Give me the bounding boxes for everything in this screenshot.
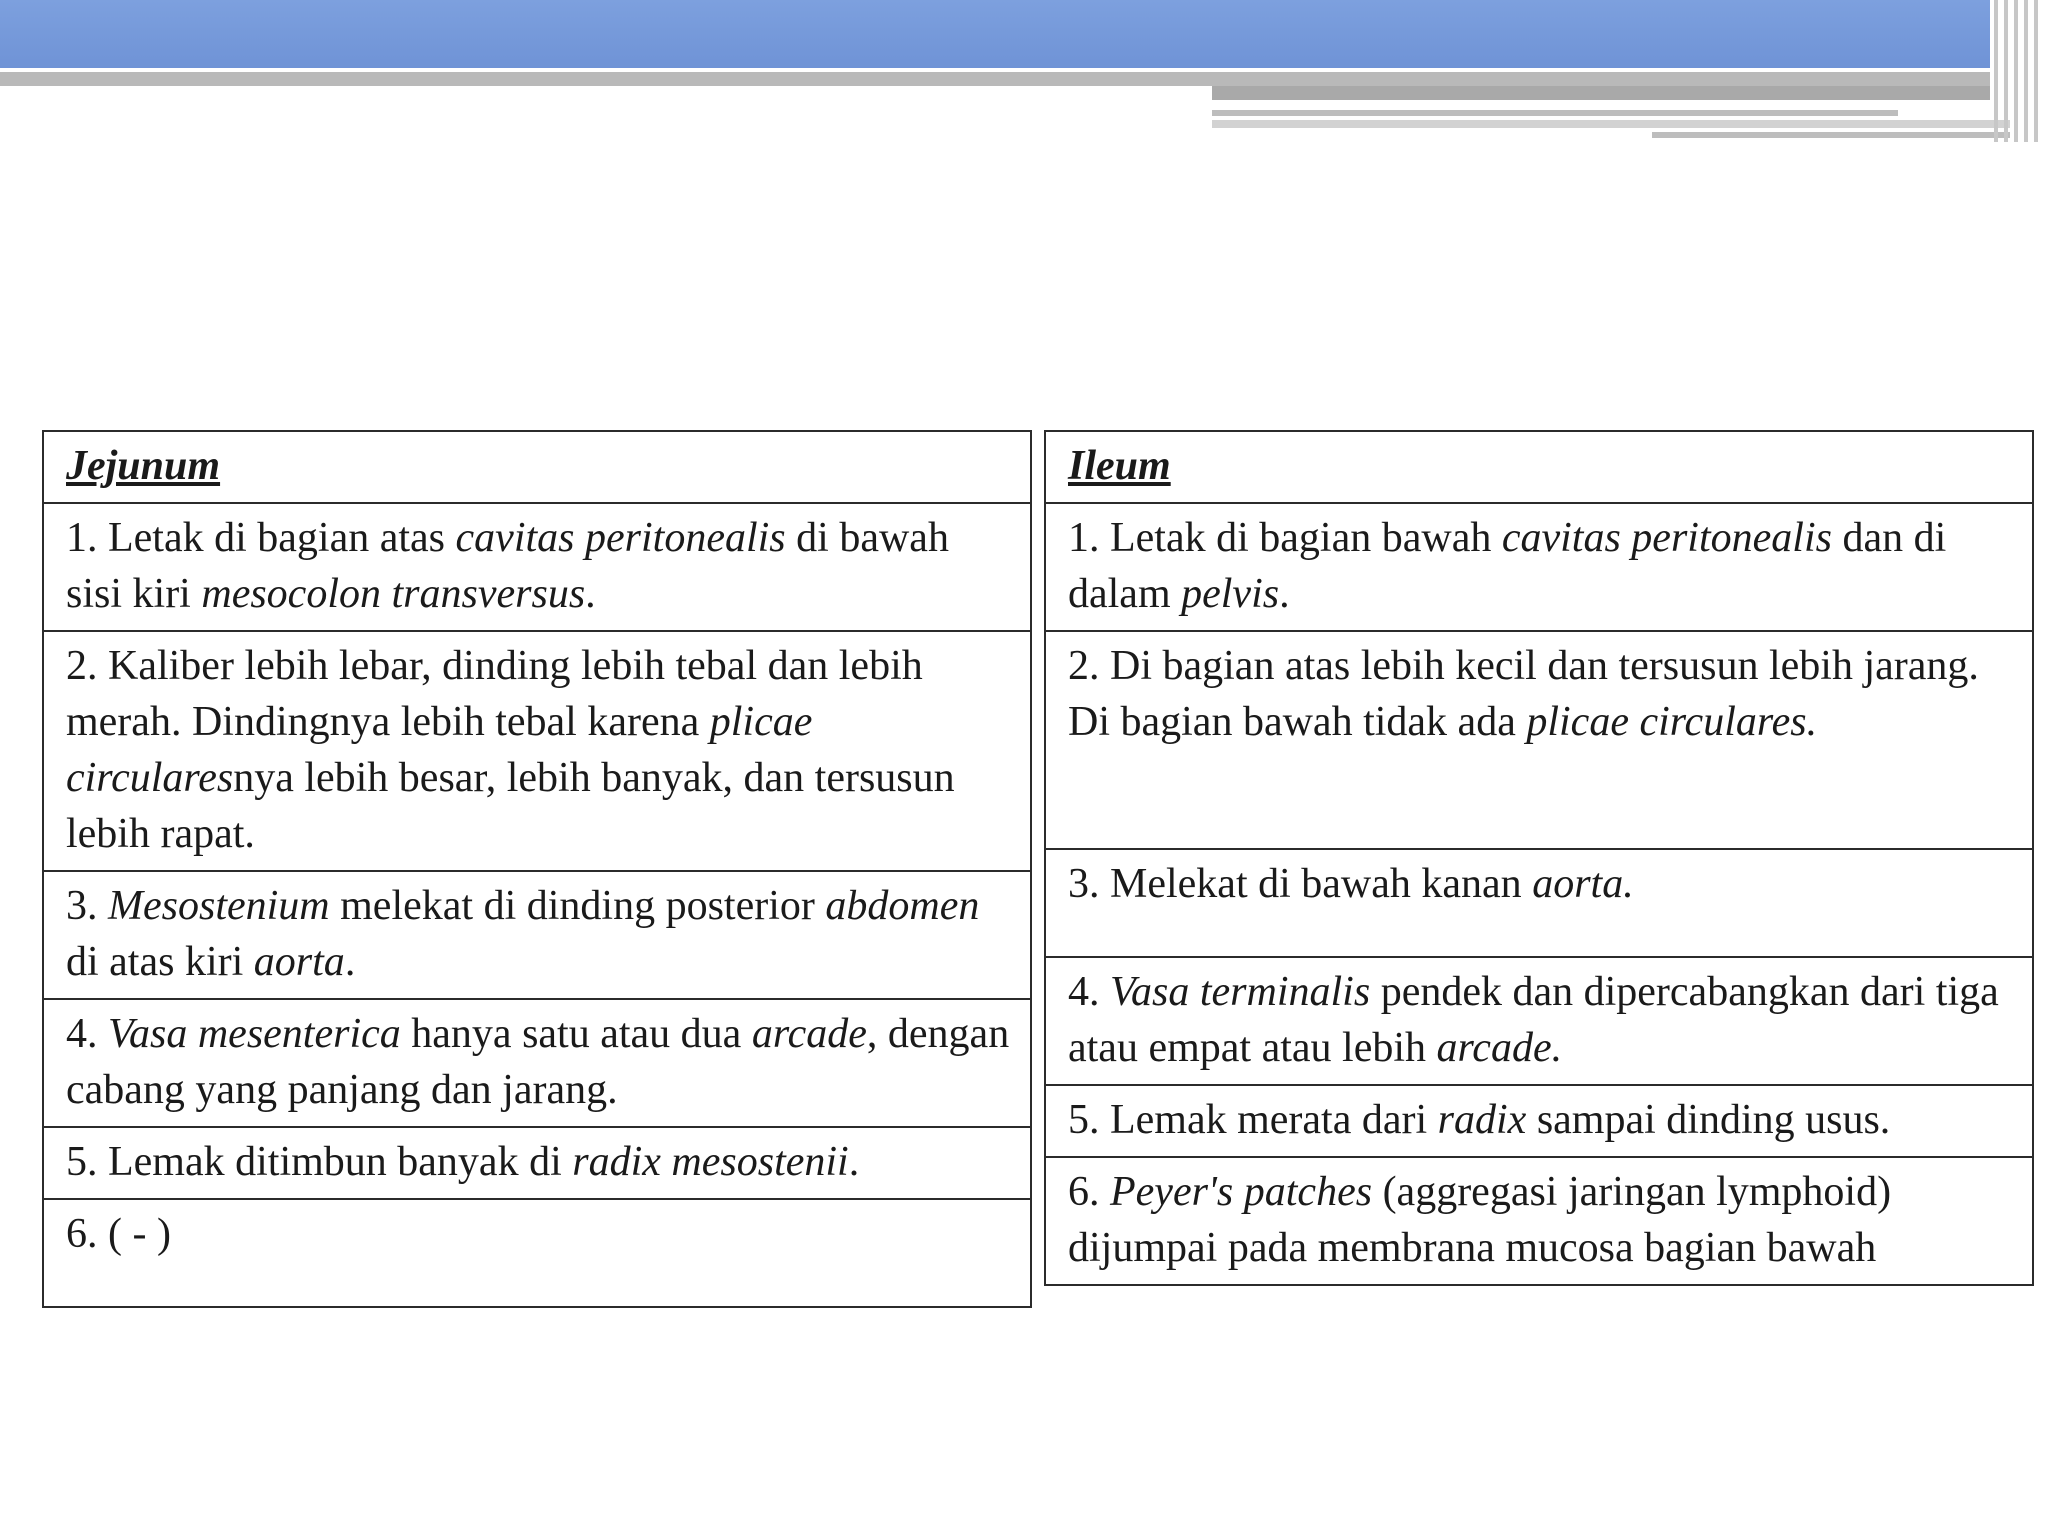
jejunum-cell [43,1199,1031,1307]
italic-term: pelvis [1181,571,1280,617]
jejunum-header-cell [43,431,1031,503]
cell-text: . [344,939,356,985]
header-accent-bar-light [1212,120,2010,128]
ileum-cell [1045,1157,2033,1285]
cell-text: . [1279,571,1290,617]
cell-text: 1. Letak di bagian atas [66,515,456,561]
cell-text: 5. Lemak ditimbun banyak di [66,1139,573,1185]
italic-term: plicae circulares [66,699,813,801]
header-accent-line-short [1652,132,2010,138]
italic-term: radix [1437,1097,1527,1143]
header-stripes [1990,0,2048,142]
cell-text: dan di dalam [1068,515,1947,617]
jejunum-table [42,430,1032,1308]
italic-term: Mesostenium [108,883,330,929]
ileum-cell [1045,957,2033,1085]
jejunum-header: Jejunum [66,443,221,489]
jejunum-cell [43,999,1031,1127]
cell-text: , dengan cabang yang panjang dan jarang. [66,1011,1010,1113]
header-accent-line [1212,110,1898,116]
italic-term: radix mesostenii [572,1139,849,1185]
italic-term: aorta [253,939,345,985]
cell-text: di atas kiri [66,939,254,985]
cell-text: hanya satu atau dua [400,1011,752,1057]
cell-text: (aggregasi jaringan lymphoid) dijumpai pada membrana mucosa bagian bawah [1068,1169,1892,1271]
italic-term: abdomen [825,883,980,929]
cell-text: sampai dinding usus. [1526,1097,1891,1143]
jejunum-cell [43,1127,1031,1199]
ileum-table [1044,430,2034,1286]
cell-text: . [848,1139,860,1185]
jejunum-cell [43,871,1031,999]
italic-term: Peyer's patches [1110,1169,1373,1215]
italic-term: Vasa mesenterica [108,1011,401,1057]
header-shadow-bar [0,72,1990,86]
header-accent-bar [1212,86,1990,100]
jejunum-cell [43,503,1031,631]
italic-term: arcade. [1436,1025,1563,1071]
cell-text: pendek dan dipercabangkan dari tiga atau empat atau lebih [1068,969,1999,1071]
italic-term: cavitas peritonealis [455,515,786,561]
ileum-header-cell [1045,431,2033,503]
cell-text: melekat di dinding posterior [329,883,826,929]
cell-text: 5. Lemak merata dari [1068,1097,1438,1143]
italic-term: mesocolon transversus [201,571,586,617]
cell-text: 1. Letak di bagian bawah [1068,515,1502,561]
italic-term: plicae circulares. [1526,699,1818,745]
cell-text: 2. Kaliber lebih lebar, dinding lebih tebal dan lebih merah. Dindingnya lebih tebal karena [66,643,923,745]
jejunum-cell [43,631,1031,871]
cell-text: 3. Melekat di bawah kanan [1068,861,1533,907]
cell-text: 6. ( - ) [66,1211,171,1257]
cell-text: 2. Di bagian atas lebih kecil dan tersusun lebih jarang. Di bagian bawah tidak ada [1068,643,1979,745]
ileum-cell [1045,849,2033,957]
cell-text: 3. [66,883,108,929]
cell-text: 6. [1068,1169,1110,1215]
header-bar [0,0,1990,68]
cell-text: 4. [66,1011,108,1057]
ileum-header: Ileum [1068,443,1171,489]
italic-term: arcade [751,1011,867,1057]
cell-text: di bawah sisi kiri [66,515,949,617]
cell-text: . [585,571,596,617]
italic-term: cavitas peritonealis [1501,515,1832,561]
ileum-cell [1045,503,2033,631]
italic-term: Vasa terminalis [1110,969,1371,1015]
ileum-cell [1045,1085,2033,1157]
italic-term: aorta. [1532,861,1634,907]
ileum-cell [1045,631,2033,849]
cell-text: nya lebih besar, lebih banyak, dan tersusun lebih rapat. [66,755,955,857]
cell-text: 4. [1068,969,1110,1015]
